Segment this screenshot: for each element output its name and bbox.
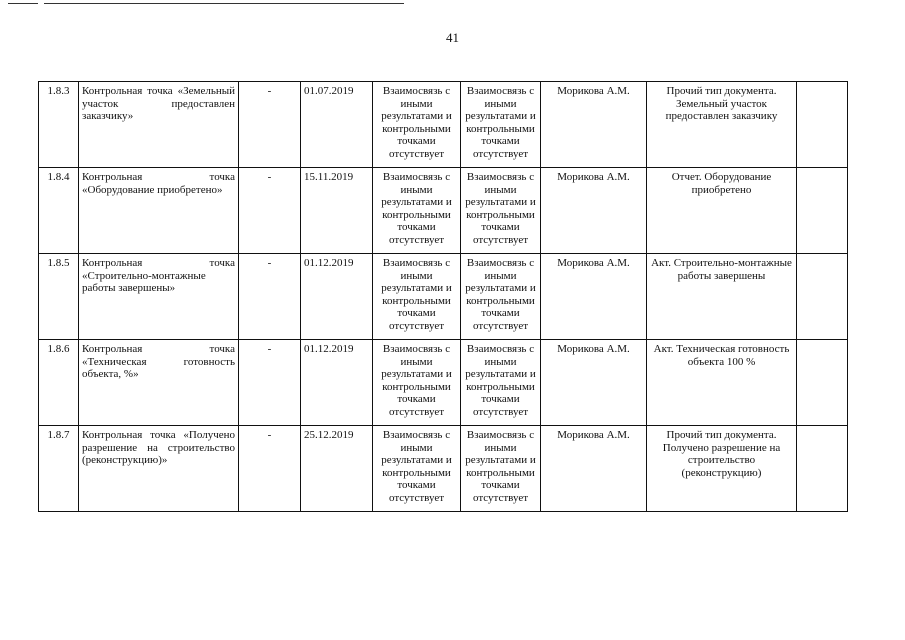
milestone-date: 15.11.2019 <box>301 168 373 254</box>
relation-cell: Взаимосвязь с иными результатами и контрольными точками отсутствует <box>461 254 541 340</box>
milestones-table <box>38 81 848 512</box>
relation-cell: Взаимосвязь с иными результатами и контрольными точками отсутствует <box>373 340 461 426</box>
empty-cell <box>797 426 848 512</box>
milestone-name: Контрольная точка «Оборудование приобретено» <box>79 168 239 254</box>
dash-cell: - <box>239 254 301 340</box>
page-number: 41 <box>446 30 459 45</box>
relation-cell: Взаимосвязь с иными результатами и контрольными точками отсутствует <box>373 168 461 254</box>
responsible-person: Морикова А.М. <box>541 82 647 168</box>
relation-cell: Взаимосвязь с иными результатами и контрольными точками отсутствует <box>461 168 541 254</box>
row-number: 1.8.5 <box>39 254 79 340</box>
relation-cell: Взаимосвязь с иными результатами и контрольными точками отсутствует <box>461 82 541 168</box>
document-type: Отчет. Оборудование приобретено <box>647 168 797 254</box>
table-row <box>39 168 848 254</box>
milestone-name: Контрольная точка «Земельный участок предоставлен заказчику» <box>79 82 239 168</box>
dash-cell: - <box>239 426 301 512</box>
table-row <box>39 82 848 168</box>
rule-segment <box>44 3 404 4</box>
milestone-date: 01.12.2019 <box>301 340 373 426</box>
responsible-person: Морикова А.М. <box>541 340 647 426</box>
empty-cell <box>797 168 848 254</box>
dash-cell: - <box>239 82 301 168</box>
milestone-name: Контрольная точка «Строительно-монтажные работы завершены» <box>79 254 239 340</box>
responsible-person: Морикова А.М. <box>541 426 647 512</box>
relation-cell: Взаимосвязь с иными результатами и контрольными точками отсутствует <box>373 254 461 340</box>
relation-cell: Взаимосвязь с иными результатами и контрольными точками отсутствует <box>461 340 541 426</box>
rule-segment <box>8 3 38 4</box>
empty-cell <box>797 254 848 340</box>
responsible-person: Морикова А.М. <box>541 168 647 254</box>
table-row <box>39 426 848 512</box>
milestone-date: 01.12.2019 <box>301 254 373 340</box>
dash-cell: - <box>239 168 301 254</box>
row-number: 1.8.7 <box>39 426 79 512</box>
document-type: Акт. Строительно-монтажные работы завершены <box>647 254 797 340</box>
relation-cell: Взаимосвязь с иными результатами и контрольными точками отсутствует <box>461 426 541 512</box>
top-rule <box>0 0 905 6</box>
milestone-name: Контрольная точка «Техническая готовность объекта, %» <box>79 340 239 426</box>
milestone-name: Контрольная точка «Получено разрешение на строительство (реконструкцию)» <box>79 426 239 512</box>
dash-cell: - <box>239 340 301 426</box>
row-number: 1.8.3 <box>39 82 79 168</box>
milestone-date: 25.12.2019 <box>301 426 373 512</box>
document-type: Прочий тип документа. Получено разрешение на строительство (реконструкцию) <box>647 426 797 512</box>
relation-cell: Взаимосвязь с иными результатами и контрольными точками отсутствует <box>373 426 461 512</box>
row-number: 1.8.6 <box>39 340 79 426</box>
milestone-date: 01.07.2019 <box>301 82 373 168</box>
table-row <box>39 340 848 426</box>
document-type: Прочий тип документа. Земельный участок предоставлен заказчику <box>647 82 797 168</box>
relation-cell: Взаимосвязь с иными результатами и контрольными точками отсутствует <box>373 82 461 168</box>
empty-cell <box>797 340 848 426</box>
row-number: 1.8.4 <box>39 168 79 254</box>
table-row <box>39 254 848 340</box>
document-type: Акт. Техническая готовность объекта 100 % <box>647 340 797 426</box>
responsible-person: Морикова А.М. <box>541 254 647 340</box>
empty-cell <box>797 82 848 168</box>
